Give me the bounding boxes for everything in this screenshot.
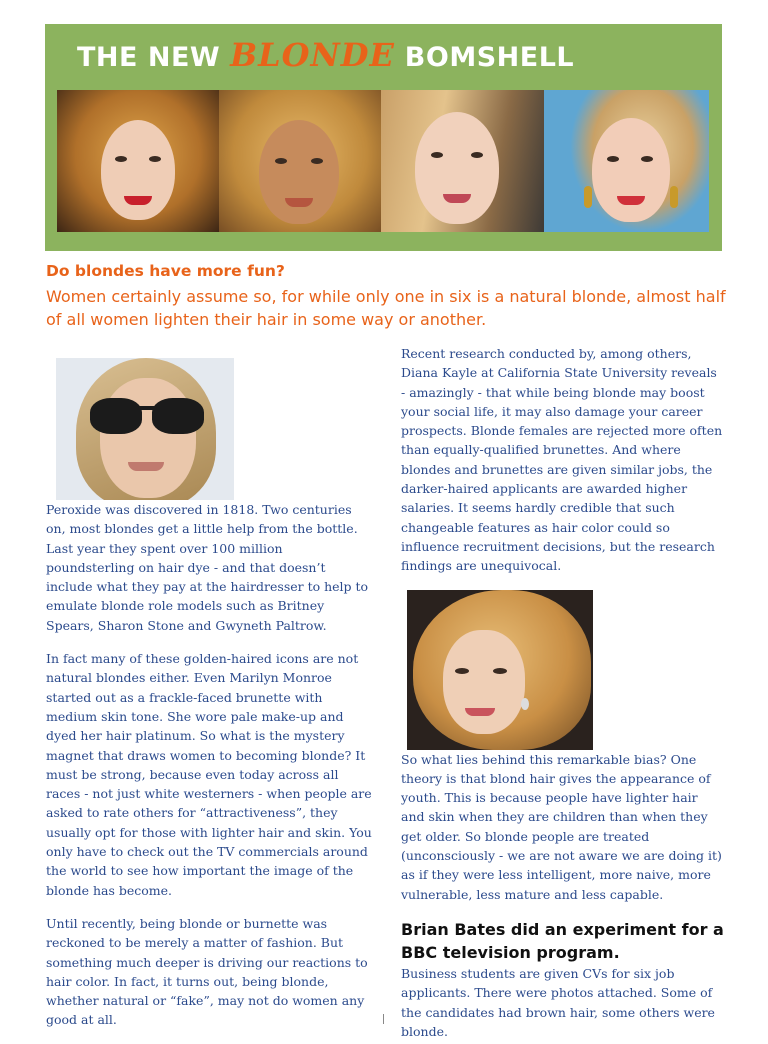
celebrity-photo-strip bbox=[57, 90, 709, 232]
title-suffix: BOMSHELL bbox=[394, 42, 575, 73]
article-paragraph-6: Business students are given CVs for six job applicants. There were photos attached. Some of the candidates had brown hair, some others were blonde. bbox=[401, 965, 715, 1039]
article-paragraph-4: Recent research conducted by, among others, Diana Kayle at California State University reveals - amazingly - that while being blonde may boost your social life, it may also damage your career prospects. Blonde females are rejected more often than equally-qualified brunettes. And where blondes and brunettes are given similar jobs, the darker-haired applicants are awarded higher salaries. It seems hardly credible that such changeable features as hair color could so influence recruitment decisions, but the research findings are unequivocal. bbox=[401, 346, 723, 574]
curly-blonde-face bbox=[57, 90, 219, 232]
article-paragraph-2: In fact many of these golden-haired icons are not natural blondes either. Even Marilyn Monroe started out as a frackle-faced brunette with medium skin tone. She wore pale make-up and dyed her hair platinum. So what is the mystery magnet that draws women to becoming blonde? It must be strong, because even today across all races - not just white westerners - when people are asked to rate others for “attractiveness”, they usually opt for those with lighter hair and skin. You only have to check out the TV commercials around the world to see how important the image of the blonde has become. bbox=[46, 651, 372, 898]
experiment-highlight: Brian Bates did an experiment for a BBC television program. bbox=[401, 919, 724, 962]
title-prefix: THE NEW bbox=[77, 42, 231, 73]
earring-icon bbox=[584, 186, 592, 208]
blonde-earrings-face bbox=[544, 90, 709, 232]
question-subheading: Women certainly assume so, for while only one in six is a natural blonde, almost half of all women lighten their hair in some way or another. bbox=[46, 287, 726, 329]
earring-icon bbox=[670, 186, 678, 208]
left-article-column: Peroxide was discovered in 1818. Two centuries on, most blondes get a little help from the bottle. Last year they spent over 100 million poundsterling on hair dye - and that doesn’t include what they pay at the hairdresser to help to emulate blonde role models such as Britney Spears, Sharon Stone and Gwyneth Paltrow. In fact many of these golden-haired icons are not natural blondes either. Even Marilyn Monroe started out as a frackle-faced brunette with medium skin tone. She wore pale make-up and dyed her hair platinum. So what is the mystery magnet that draws women to becoming blonde? It must be strong, because even today across all races - not just white westerners - when people are asked to rate others for “attractiveness”, they usually opt for those with lighter hair and skin. You only have to check out the TV commercials around the world to see how important the image of the blonde has become. Until recently, being blonde or burnette was reckoned to be merely a matter of fashion. But something much deeper is driving our reactions to hair color. In fact, it turns out, being blonde, whether natural or “fake”, may not do women any good at all. bbox=[46, 344, 372, 1044]
side-swept-blonde-face bbox=[381, 90, 544, 232]
earring-icon bbox=[521, 698, 529, 710]
right-article-column: Recent research conducted by, among others, Diana Kayle at California State University reveals - amazingly - that while being blonde may boost your social life, it may also damage your career prospects. Blonde females are rejected more often than equally-qualified brunettes. And where blondes and brunettes are given similar jobs, the darker-haired applicants are awarded higher salaries. It seems hardly credible that such changeable features as hair color could so influence recruitment decisions, but the research findings are unequivocal. So what lies behind this remarkable bias? One theory is that blond hair gives the appearance of youth. This is because people have lighter hair and skin when they are children than when they get older. So blonde people are treated (unconsciously - we are not aware we are doing it) as if they were less intelligent, more naive, more vulnerable, less mature and less capable. Brian Bates did an experiment for a BBC television program. Business students are given CVs for six job applicants. There were photos attached. Some of the candidates had brown hair, some others were blonde. bbox=[401, 344, 724, 1041]
title-accent-word: BLONDE bbox=[230, 36, 395, 74]
page-title bbox=[77, 36, 574, 74]
header-banner bbox=[45, 24, 722, 251]
article-paragraph-3: Until recently, being blonde or burnette was reckoned to be merely a matter of fashion. But something much deeper is driving our reactions to hair color. In fact, it turns out, being blonde, whether natural or “fake”, may not do women any good at all. bbox=[46, 915, 368, 1028]
page-divider-mark bbox=[383, 1014, 384, 1024]
golden-curls-face bbox=[219, 90, 381, 232]
question-heading: Do blondes have more fun? bbox=[46, 262, 285, 280]
